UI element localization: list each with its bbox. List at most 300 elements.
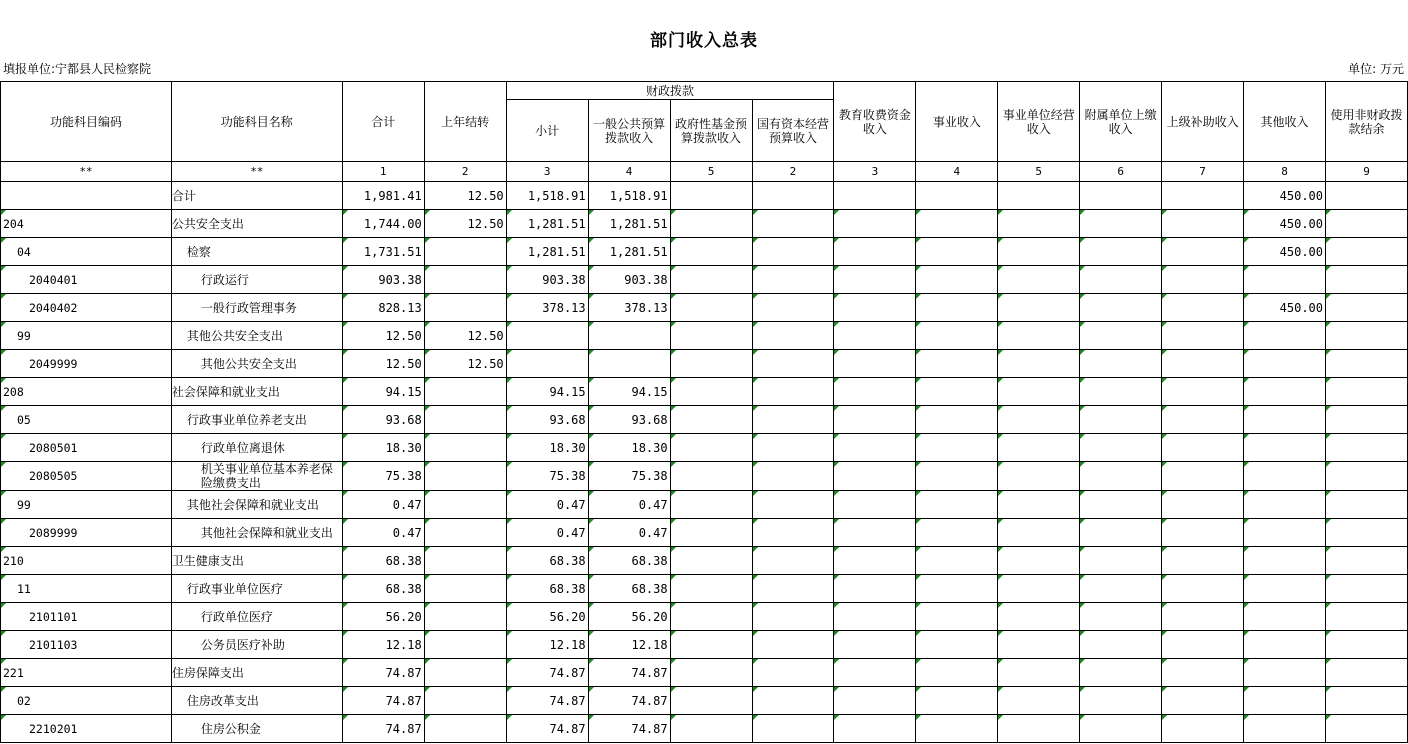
header-other: 其他收入 (1244, 82, 1326, 162)
cell-empty (1080, 322, 1162, 350)
cell-empty (916, 322, 998, 350)
cell-other: 450.00 (1244, 182, 1326, 210)
cell-empty (1162, 182, 1244, 210)
cell-code: 210 (1, 547, 172, 575)
header-number: 5 (670, 162, 752, 182)
cell-other (1244, 378, 1326, 406)
cell-code: 2089999 (1, 519, 172, 547)
table-row (1, 491, 1408, 519)
cell-carryover: 12.50 (424, 182, 506, 210)
cell-other: 450.00 (1244, 294, 1326, 322)
cell-name: 社会保障和就业支出 (171, 378, 342, 406)
header-number: 2 (752, 162, 834, 182)
cell-general-budget: 74.87 (588, 687, 670, 715)
cell-empty (670, 687, 752, 715)
cell-subtotal: 74.87 (506, 659, 588, 687)
cell-total: 12.18 (342, 631, 424, 659)
table-row (1, 603, 1408, 631)
cell-carryover (424, 659, 506, 687)
header-affiliated: 附属单位上缴收入 (1080, 82, 1162, 162)
header-code: 功能科目编码 (1, 82, 172, 162)
cell-carryover (424, 687, 506, 715)
cell-nonfiscal (1326, 715, 1408, 743)
header-number: 4 (588, 162, 670, 182)
cell-empty (916, 491, 998, 519)
cell-subtotal: 0.47 (506, 519, 588, 547)
cell-total: 12.50 (342, 322, 424, 350)
cell-total: 74.87 (342, 659, 424, 687)
cell-empty (998, 406, 1080, 434)
cell-nonfiscal (1326, 406, 1408, 434)
cell-general-budget (588, 322, 670, 350)
cell-empty (752, 575, 834, 603)
cell-empty (998, 210, 1080, 238)
cell-nonfiscal (1326, 294, 1408, 322)
cell-total: 1,981.41 (342, 182, 424, 210)
cell-empty (670, 238, 752, 266)
header-number: 6 (1080, 162, 1162, 182)
cell-empty (1080, 715, 1162, 743)
cell-empty (916, 378, 998, 406)
cell-empty (752, 491, 834, 519)
cell-name: 机关事业单位基本养老保险缴费支出 (171, 462, 342, 491)
table-row (1, 715, 1408, 743)
cell-empty (1162, 322, 1244, 350)
cell-empty (1080, 406, 1162, 434)
cell-empty (752, 406, 834, 434)
cell-name: 其他社会保障和就业支出 (171, 491, 342, 519)
cell-code: 99 (1, 491, 172, 519)
header-number: 4 (916, 162, 998, 182)
cell-empty (998, 266, 1080, 294)
cell-total: 68.38 (342, 575, 424, 603)
header-number: 5 (998, 162, 1080, 182)
cell-carryover: 12.50 (424, 350, 506, 378)
table-row (1, 631, 1408, 659)
cell-other (1244, 266, 1326, 294)
cell-carryover (424, 462, 506, 491)
cell-carryover: 12.50 (424, 322, 506, 350)
cell-empty (834, 266, 916, 294)
cell-empty (752, 210, 834, 238)
cell-name: 其他公共安全支出 (171, 322, 342, 350)
cell-empty (916, 575, 998, 603)
cell-empty (834, 519, 916, 547)
cell-empty (916, 462, 998, 491)
cell-empty (1162, 434, 1244, 462)
table-row (1, 378, 1408, 406)
header-number: ** (171, 162, 342, 182)
cell-nonfiscal (1326, 659, 1408, 687)
cell-empty (752, 603, 834, 631)
cell-nonfiscal (1326, 462, 1408, 491)
cell-general-budget: 0.47 (588, 519, 670, 547)
income-summary-table (0, 81, 1408, 743)
cell-other (1244, 491, 1326, 519)
cell-empty (752, 182, 834, 210)
cell-empty (1080, 659, 1162, 687)
header-business: 事业收入 (916, 82, 998, 162)
cell-empty (1162, 631, 1244, 659)
cell-empty (1080, 182, 1162, 210)
cell-general-budget (588, 350, 670, 378)
cell-name: 合计 (171, 182, 342, 210)
header-total: 合计 (342, 82, 424, 162)
header-operating: 事业单位经营收入 (998, 82, 1080, 162)
cell-empty (834, 462, 916, 491)
cell-empty (834, 659, 916, 687)
header-number: 7 (1162, 162, 1244, 182)
cell-empty (916, 294, 998, 322)
cell-empty (1080, 434, 1162, 462)
cell-code: 99 (1, 322, 172, 350)
cell-empty (834, 547, 916, 575)
cell-code: 2049999 (1, 350, 172, 378)
header-number: 1 (342, 162, 424, 182)
cell-nonfiscal (1326, 378, 1408, 406)
cell-empty (1080, 687, 1162, 715)
cell-other (1244, 687, 1326, 715)
cell-general-budget: 93.68 (588, 406, 670, 434)
cell-nonfiscal (1326, 350, 1408, 378)
cell-name: 行政事业单位医疗 (171, 575, 342, 603)
cell-empty (1162, 406, 1244, 434)
cell-empty (1080, 547, 1162, 575)
cell-name: 行政事业单位养老支出 (171, 406, 342, 434)
cell-code: 2040401 (1, 266, 172, 294)
cell-general-budget: 0.47 (588, 491, 670, 519)
cell-empty (998, 491, 1080, 519)
cell-empty (1162, 715, 1244, 743)
cell-other: 450.00 (1244, 238, 1326, 266)
cell-empty (1080, 378, 1162, 406)
cell-code: 05 (1, 406, 172, 434)
cell-empty (670, 294, 752, 322)
cell-empty (834, 575, 916, 603)
header-number: 8 (1244, 162, 1326, 182)
cell-nonfiscal (1326, 322, 1408, 350)
table-row (1, 434, 1408, 462)
cell-empty (1080, 350, 1162, 378)
cell-empty (834, 687, 916, 715)
cell-other (1244, 547, 1326, 575)
cell-subtotal: 1,281.51 (506, 210, 588, 238)
cell-name: 检察 (171, 238, 342, 266)
cell-empty (670, 462, 752, 491)
header-number: ** (1, 162, 172, 182)
cell-empty (1080, 631, 1162, 659)
table-row (1, 575, 1408, 603)
header-subtotal: 小计 (506, 100, 588, 162)
header-superior: 上级补助收入 (1162, 82, 1244, 162)
cell-empty (998, 603, 1080, 631)
cell-empty (916, 434, 998, 462)
header-nonfiscal: 使用非财政拨款结余 (1326, 82, 1408, 162)
cell-empty (670, 182, 752, 210)
cell-subtotal: 378.13 (506, 294, 588, 322)
cell-empty (1162, 238, 1244, 266)
cell-total: 903.38 (342, 266, 424, 294)
cell-empty (752, 322, 834, 350)
currency-unit: 单位: 万元 (1348, 62, 1404, 76)
cell-empty (916, 631, 998, 659)
cell-empty (1080, 210, 1162, 238)
cell-empty (834, 406, 916, 434)
cell-nonfiscal (1326, 575, 1408, 603)
cell-nonfiscal (1326, 603, 1408, 631)
header-edu-fee: 教育收费资金收入 (834, 82, 916, 162)
cell-carryover (424, 294, 506, 322)
cell-empty (752, 238, 834, 266)
cell-empty (834, 350, 916, 378)
cell-general-budget: 1,281.51 (588, 210, 670, 238)
cell-other (1244, 659, 1326, 687)
table-row (1, 266, 1408, 294)
cell-total: 0.47 (342, 519, 424, 547)
reporting-unit: 填报单位:宁都县人民检察院 (3, 62, 152, 76)
cell-general-budget: 74.87 (588, 715, 670, 743)
cell-nonfiscal (1326, 434, 1408, 462)
cell-total: 74.87 (342, 715, 424, 743)
header-carryover: 上年结转 (424, 82, 506, 162)
cell-code: 208 (1, 378, 172, 406)
table-row (1, 210, 1408, 238)
cell-subtotal (506, 322, 588, 350)
cell-empty (1162, 462, 1244, 491)
cell-other (1244, 603, 1326, 631)
cell-general-budget: 68.38 (588, 547, 670, 575)
cell-general-budget: 68.38 (588, 575, 670, 603)
cell-empty (916, 519, 998, 547)
cell-total: 1,731.51 (342, 238, 424, 266)
cell-empty (834, 322, 916, 350)
cell-empty (834, 715, 916, 743)
header-number: 2 (424, 162, 506, 182)
cell-empty (998, 659, 1080, 687)
cell-empty (1080, 294, 1162, 322)
cell-empty (998, 575, 1080, 603)
cell-general-budget: 18.30 (588, 434, 670, 462)
cell-other (1244, 575, 1326, 603)
cell-name: 行政单位离退休 (171, 434, 342, 462)
cell-carryover (424, 547, 506, 575)
cell-other (1244, 631, 1326, 659)
cell-subtotal: 903.38 (506, 266, 588, 294)
cell-empty (998, 462, 1080, 491)
cell-empty (670, 631, 752, 659)
cell-empty (670, 434, 752, 462)
cell-empty (1162, 491, 1244, 519)
cell-empty (916, 210, 998, 238)
cell-carryover (424, 378, 506, 406)
cell-empty (1162, 659, 1244, 687)
cell-empty (670, 491, 752, 519)
cell-general-budget: 1,518.91 (588, 182, 670, 210)
cell-empty (670, 210, 752, 238)
cell-empty (834, 238, 916, 266)
cell-code: 204 (1, 210, 172, 238)
cell-empty (1162, 575, 1244, 603)
cell-name: 行政单位医疗 (171, 603, 342, 631)
cell-other: 450.00 (1244, 210, 1326, 238)
cell-nonfiscal (1326, 182, 1408, 210)
cell-general-budget: 378.13 (588, 294, 670, 322)
cell-empty (916, 182, 998, 210)
cell-empty (1080, 603, 1162, 631)
cell-general-budget: 94.15 (588, 378, 670, 406)
cell-total: 56.20 (342, 603, 424, 631)
header-number: 9 (1326, 162, 1408, 182)
cell-carryover (424, 266, 506, 294)
cell-empty (834, 378, 916, 406)
cell-empty (834, 491, 916, 519)
cell-empty (670, 378, 752, 406)
cell-empty (1162, 519, 1244, 547)
cell-subtotal: 93.68 (506, 406, 588, 434)
cell-empty (998, 350, 1080, 378)
cell-empty (998, 238, 1080, 266)
cell-empty (916, 603, 998, 631)
cell-empty (752, 631, 834, 659)
cell-code: 221 (1, 659, 172, 687)
cell-subtotal: 68.38 (506, 575, 588, 603)
header-number-row (1, 162, 1408, 182)
cell-empty (670, 350, 752, 378)
cell-empty (916, 715, 998, 743)
cell-empty (670, 322, 752, 350)
cell-carryover: 12.50 (424, 210, 506, 238)
cell-nonfiscal (1326, 266, 1408, 294)
cell-code: 2080505 (1, 462, 172, 491)
cell-empty (916, 547, 998, 575)
cell-code: 2101101 (1, 603, 172, 631)
cell-carryover (424, 434, 506, 462)
cell-empty (1080, 519, 1162, 547)
header-general-budget: 一般公共预算拨款收入 (588, 100, 670, 162)
table-row (1, 519, 1408, 547)
table-row (1, 182, 1408, 210)
cell-empty (998, 519, 1080, 547)
cell-nonfiscal (1326, 491, 1408, 519)
cell-subtotal: 1,518.91 (506, 182, 588, 210)
cell-empty (752, 519, 834, 547)
cell-nonfiscal (1326, 238, 1408, 266)
cell-total: 94.15 (342, 378, 424, 406)
cell-empty (998, 434, 1080, 462)
cell-empty (998, 631, 1080, 659)
cell-empty (1162, 687, 1244, 715)
cell-general-budget: 1,281.51 (588, 238, 670, 266)
cell-name: 住房公积金 (171, 715, 342, 743)
header-gov-fund: 政府性基金预算拨款收入 (670, 100, 752, 162)
cell-empty (1080, 462, 1162, 491)
cell-subtotal: 1,281.51 (506, 238, 588, 266)
header-name: 功能科目名称 (171, 82, 342, 162)
cell-name: 其他公共安全支出 (171, 350, 342, 378)
cell-subtotal: 12.18 (506, 631, 588, 659)
cell-empty (834, 182, 916, 210)
header-number: 3 (834, 162, 916, 182)
cell-code: 2210201 (1, 715, 172, 743)
cell-empty (916, 406, 998, 434)
cell-carryover (424, 631, 506, 659)
cell-empty (1080, 575, 1162, 603)
cell-general-budget: 12.18 (588, 631, 670, 659)
cell-empty (752, 715, 834, 743)
cell-empty (916, 659, 998, 687)
cell-other (1244, 715, 1326, 743)
cell-empty (1080, 238, 1162, 266)
cell-name: 公务员医疗补助 (171, 631, 342, 659)
cell-empty (752, 350, 834, 378)
cell-code: 02 (1, 687, 172, 715)
cell-code: 2040402 (1, 294, 172, 322)
cell-subtotal: 94.15 (506, 378, 588, 406)
cell-other (1244, 462, 1326, 491)
cell-empty (834, 434, 916, 462)
cell-empty (752, 434, 834, 462)
cell-code: 04 (1, 238, 172, 266)
cell-empty (916, 350, 998, 378)
cell-subtotal: 68.38 (506, 547, 588, 575)
cell-nonfiscal (1326, 687, 1408, 715)
cell-other (1244, 519, 1326, 547)
cell-general-budget: 903.38 (588, 266, 670, 294)
cell-empty (1080, 266, 1162, 294)
cell-empty (998, 378, 1080, 406)
cell-empty (670, 519, 752, 547)
cell-empty (670, 547, 752, 575)
table-row (1, 406, 1408, 434)
cell-empty (1162, 603, 1244, 631)
cell-empty (998, 182, 1080, 210)
cell-total: 18.30 (342, 434, 424, 462)
cell-empty (670, 715, 752, 743)
cell-general-budget: 56.20 (588, 603, 670, 631)
cell-subtotal: 74.87 (506, 687, 588, 715)
table-row (1, 350, 1408, 378)
table-row (1, 238, 1408, 266)
cell-empty (752, 266, 834, 294)
cell-empty (670, 266, 752, 294)
header-state-capital: 国有资本经营预算收入 (752, 100, 834, 162)
cell-empty (1162, 350, 1244, 378)
cell-empty (998, 294, 1080, 322)
cell-total: 828.13 (342, 294, 424, 322)
cell-carryover (424, 715, 506, 743)
cell-other (1244, 434, 1326, 462)
cell-total: 68.38 (342, 547, 424, 575)
cell-empty (1162, 378, 1244, 406)
cell-empty (670, 575, 752, 603)
cell-empty (752, 294, 834, 322)
page-title: 部门收入总表 (650, 31, 758, 51)
cell-name: 行政运行 (171, 266, 342, 294)
cell-empty (834, 603, 916, 631)
cell-empty (752, 687, 834, 715)
header-number: 3 (506, 162, 588, 182)
cell-empty (1162, 547, 1244, 575)
cell-empty (752, 378, 834, 406)
table-row (1, 462, 1408, 491)
cell-total: 12.50 (342, 350, 424, 378)
cell-general-budget: 75.38 (588, 462, 670, 491)
table-row (1, 687, 1408, 715)
cell-name: 一般行政管理事务 (171, 294, 342, 322)
cell-empty (998, 715, 1080, 743)
cell-carryover (424, 406, 506, 434)
cell-empty (1080, 491, 1162, 519)
